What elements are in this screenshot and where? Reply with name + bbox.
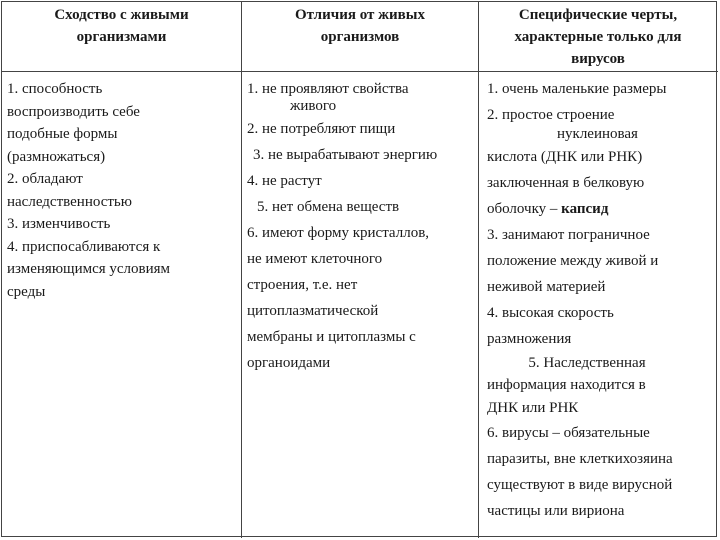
cell-line: информация находится в: [487, 377, 646, 393]
header-line: вирусов: [571, 51, 625, 67]
header-line: Сходство с живыми: [54, 7, 189, 23]
cell-line: [487, 196, 715, 222]
similarities-column: [7, 78, 239, 303]
specific-traits-column: [487, 76, 715, 524]
cell-line: не имеют клеточного: [247, 251, 383, 267]
cell-line: 4. высокая скорость: [487, 305, 614, 321]
cell-line: 5. нет обмена веществ: [257, 199, 400, 215]
cell-line: ДНК или РНК: [487, 400, 579, 416]
cell-line: кислота (ДНК или РНК): [487, 149, 643, 165]
cell-line: изменяющимся условиям: [7, 261, 171, 277]
header-line: характерные только для: [514, 29, 682, 45]
cell-line: неживой материей: [487, 279, 606, 295]
cell-line: воспроизводить себе: [7, 103, 140, 120]
cell-line: 2. простое строение: [487, 107, 615, 123]
cell-line: частицы или вириона: [487, 503, 625, 519]
capsid-term: капсид: [561, 201, 609, 217]
cell-line: наследственностью: [7, 193, 132, 210]
differences-column: [245, 76, 477, 376]
cell-line: 2. обладают: [7, 171, 83, 187]
cell-line: 4. не растут: [247, 173, 322, 189]
cell-line: строения, т.е. нет: [247, 277, 358, 293]
cell-line: существуют в виде вирусной: [487, 477, 673, 493]
cell-line: 3. изменчивость: [7, 216, 111, 232]
cell-line: цитоплазматической: [247, 303, 379, 319]
cell-line: положение между живой и: [487, 253, 659, 269]
cell-line: 4. приспосабливаются к: [7, 238, 161, 255]
cell-line: паразиты, вне клеткихозяина: [487, 451, 673, 467]
cell-line: нуклеиновая: [557, 126, 638, 142]
header-line: Отличия от живых: [295, 7, 425, 23]
header-line: организмами: [76, 29, 167, 45]
cell-line: 3. занимают пограничное: [487, 227, 650, 243]
cell-line: органоидами: [247, 355, 331, 371]
column-divider-2: [478, 1, 479, 538]
header-line: Специфические черты,: [518, 7, 678, 23]
cell-line: 3. не вырабатывают энергию: [253, 147, 438, 163]
cell-line: мембраны и цитоплазмы с: [247, 329, 416, 345]
column-divider-1: [241, 1, 242, 538]
cell-line: 5. Наследственная: [528, 355, 646, 371]
cell-line: 1. способность: [7, 81, 103, 97]
cell-line: среды: [7, 283, 46, 300]
header-similarities: [2, 4, 241, 48]
header-differences: [242, 4, 478, 48]
cell-line: живого: [290, 98, 337, 114]
cell-text: оболочку –: [487, 201, 562, 217]
header-divider: [1, 71, 718, 72]
header-line: организмов: [320, 29, 400, 45]
cell-line: 2. не потребляют пищи: [247, 121, 396, 137]
cell-line: (размножаться): [7, 148, 106, 165]
cell-line: 1. не проявляют свойства: [247, 81, 409, 97]
cell-line: размножения: [487, 331, 572, 347]
cell-line: заключенная в белковую: [487, 175, 645, 191]
cell-line: 6. имеют форму кристаллов,: [247, 225, 430, 241]
header-specific-traits: [479, 4, 717, 70]
cell-line: 6. вирусы – обязательные: [487, 425, 650, 441]
cell-line: подобные формы: [7, 126, 118, 142]
cell-line: 1. очень маленькие размеры: [487, 81, 667, 97]
